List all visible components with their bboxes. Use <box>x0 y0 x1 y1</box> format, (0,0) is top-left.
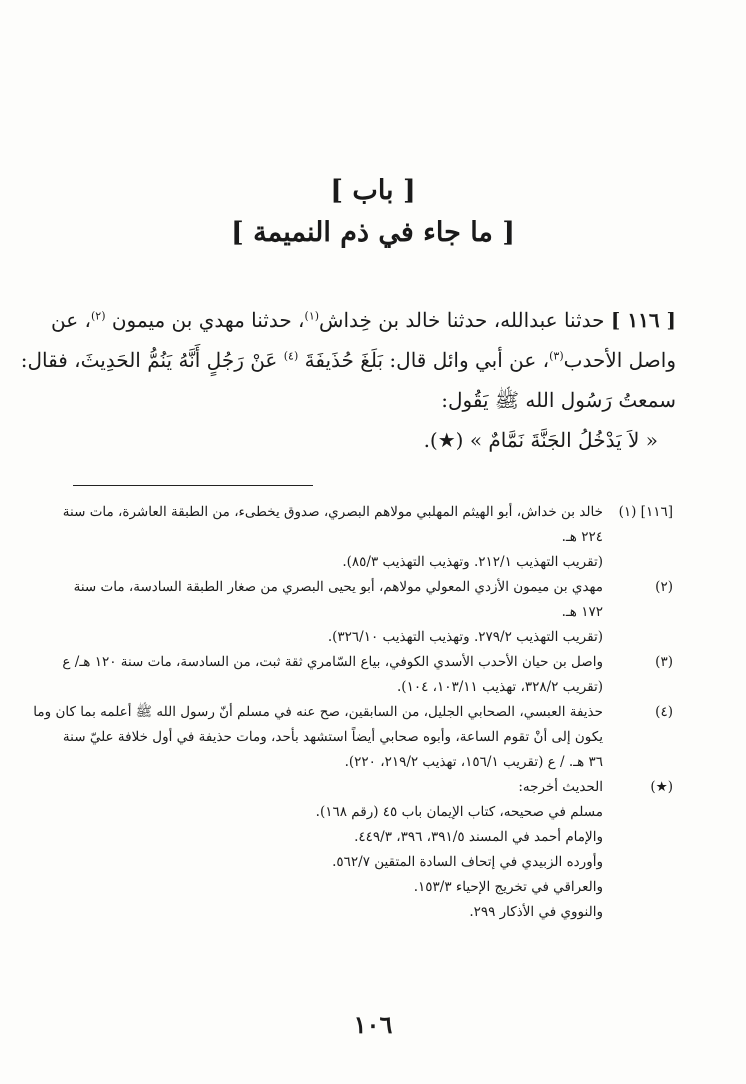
chapter-subtitle: [ ما جاء في ذم النميمة ] <box>230 217 516 248</box>
footnote-number: [١١٦] (١) <box>618 504 673 520</box>
footnote-number: (٢) <box>655 579 673 595</box>
footnote-divider <box>73 485 313 486</box>
isnad-part: ، عن أبي وائل قال: بَلَغَ حُذَيفَةَ <box>304 348 550 372</box>
footnote-line: والعراقي في تخريج الإحياء ١٥٣/٣. <box>413 879 603 895</box>
footnote-line: الحديث أخرجه: <box>518 779 603 795</box>
isnad-part: ، عن <box>51 308 91 332</box>
chapter-title: [ باب ] <box>330 175 416 206</box>
footnote-line: ٣٦ هـ. / ع (تقريب ١٥٦/١، تهذيب ٢١٩/٢، ٢٢٠). <box>344 754 603 770</box>
footnote-ref: (٣) <box>549 349 564 363</box>
isnad-part: واصل الأحدب <box>563 348 676 372</box>
footnote-line: ٢٢٤ هـ. <box>561 529 603 545</box>
footnote-line: ١٧٢ هـ. <box>561 604 603 620</box>
footnote-line: والنووي في الأذكار ٢٩٩. <box>469 904 603 920</box>
hadith-number: [ ١١٦ ] <box>610 308 676 332</box>
footnote-number: (٤) <box>655 704 673 720</box>
hadith-matn: « لاَ يَدْخُلُ الجَنَّةَ نَمَّامٌ » (★). <box>423 428 658 452</box>
footnote-line: وأورده الزبيدي في إتحاف السادة المتقين ٥٦٢/٧. <box>332 854 603 870</box>
footnote-line: مهدي بن ميمون الأزدي المعولي مولاهم، أبو يحيى البصري من صغار الطبقة السادسة، مات سنة <box>73 579 603 595</box>
footnote <box>73 575 673 650</box>
footnotes <box>33 500 673 925</box>
isnad-part: عَنْ رَجُلٍ أَنَّهُ يَنُمُّ الحَدِيثَ، فقال: <box>20 348 278 372</box>
isnad-part: ، حدثنا مهدي بن ميمون <box>111 308 305 332</box>
footnote <box>62 500 673 575</box>
footnote-ref: (٢) <box>90 309 106 323</box>
footnote-line: حذيفة العبسي، الصحابي الجليل، من السابقين، صح عنه في مسلم أنّ رسول الله ﷺ أعلمه بما كان وما <box>33 704 603 720</box>
footnote-line: واصل بن حيان الأحدب الأسدي الكوفي، بياع السّامري ثقة ثبت، من السادسة، مات سنة ١٢٠ هـ/ ع <box>62 654 603 670</box>
footnote-line: يكون إلى أنْ تقوم الساعة، وأبوه صحابي أيضاً استشهد بأحد، ومات حذيفة في أول خلافة عليّ سنة <box>62 729 603 745</box>
footnote-ref: (١) <box>304 309 320 323</box>
isnad-part: حدثنا عبدالله، حدثنا خالد بن خِداش <box>319 308 605 332</box>
footnote <box>33 700 673 775</box>
footnote-number: (★) <box>650 779 673 795</box>
footnote-line: خالد بن خداش، أبو الهيثم المهلبي مولاهم البصري، صدوق يخطىء، من الطبقة العاشرة، مات سنة <box>62 504 603 520</box>
hadith-line-3: سمعتُ رَسُول الله ﷺ يَقُول: <box>441 388 676 412</box>
page-number: ١٠٦ <box>353 1010 393 1039</box>
footnote-ref: (٤) <box>283 349 299 363</box>
footnote-number: (٣) <box>655 654 673 670</box>
footnote-line: (تقريب التهذيب ٢٧٩/٢. وتهذيب التهذيب ٣٢٦/١٠). <box>327 629 603 645</box>
footnote-line: مسلم في صحيحه، كتاب الإيمان باب ٤٥ (رقم ١٦٨). <box>315 804 603 820</box>
footnote-line: (تقريب التهذيب ٢١٢/١. وتهذيب التهذيب ٨٥/٣). <box>342 554 603 570</box>
hadith-line-2 <box>20 340 676 380</box>
footnote <box>62 650 673 700</box>
footnote-line: (تقريب ٣٢٨/٢، تهذيب ١٠٣/١١، ١٠٤). <box>397 679 603 695</box>
hadith-line-1 <box>51 300 676 340</box>
hadith-text <box>20 300 676 460</box>
footnote-line: والإمام أحمد في المسند ٣٩١/٥، ٣٩٦، ٤٤٩/٣. <box>354 829 603 845</box>
footnote <box>73 775 673 925</box>
